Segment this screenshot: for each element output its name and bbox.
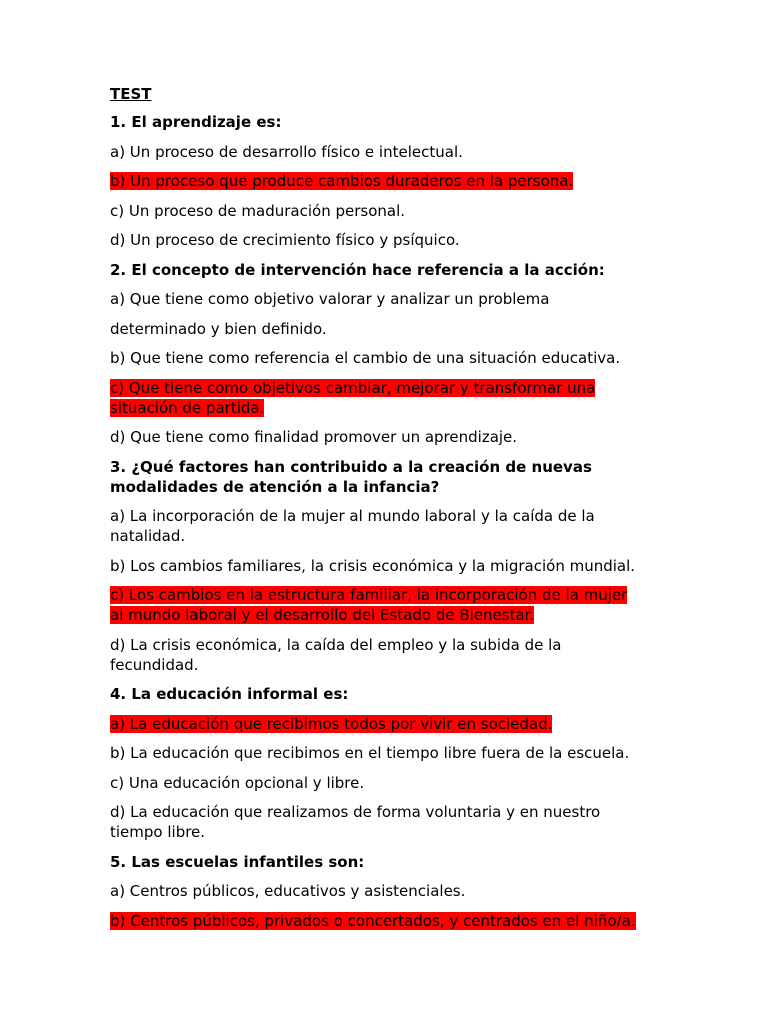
document-page — [110, 84, 670, 940]
answer-highlight: b) Centros públicos, privados o concertados, y centrados en el niño/a. — [110, 911, 636, 930]
answer-highlight: b) Un proceso que produce cambios duraderos en la persona. — [110, 172, 574, 190]
q3-option-c-answer — [110, 585, 670, 625]
q3-option-c-line-1: c) Los cambios en la estructura familiar, la incorporación de la mujer — [110, 586, 628, 604]
q3-option-c-line-2: al mundo laboral y el desarrollo del Estado de Bienestar. — [110, 606, 535, 624]
q1-option-d: d) Un proceso de crecimiento físico y psíquico. — [110, 231, 460, 249]
q3-option-a-line-2: natalidad. — [110, 527, 186, 545]
q4-option-d-line-1: d) La educación que realizamos de forma voluntaria y en nuestro — [110, 803, 601, 821]
q2-option-a-line-2: determinado y bien definido. — [110, 319, 327, 338]
q2-option-b: b) Que tiene como referencia el cambio de una situación educativa. — [110, 349, 621, 367]
q4-option-b: b) La educación que recibimos en el tiempo libre fuera de la escuela. — [110, 744, 630, 762]
q1-option-b-answer — [110, 171, 670, 191]
question-3-line-1: 3. ¿Qué factores han contribuido a la creación de nuevas — [110, 457, 592, 476]
question-5: 5. Las escuelas infantiles son: — [110, 852, 365, 871]
q2-option-c-answer — [110, 378, 670, 418]
q3-option-d — [110, 635, 670, 675]
question-3-line-2: modalidades de atención a la infancia? — [110, 477, 440, 496]
q1-option-a: a) Un proceso de desarrollo físico e intelectual. — [110, 142, 463, 161]
q2-option-a-line-1: a) Que tiene como objetivo valorar y analizar un problema — [110, 290, 550, 308]
q1-option-c: c) Un proceso de maduración personal. — [110, 201, 406, 220]
q2-option-c-line-2: situación de partida. — [110, 398, 265, 417]
q3-option-d-line-2: fecundidad. — [110, 655, 199, 674]
q4-option-d — [110, 802, 670, 842]
answer-highlight — [110, 586, 627, 624]
question-4: 4. La educación informal es: — [110, 685, 349, 703]
q3-option-b: b) Los cambios familiares, la crisis económica y la migración mundial. — [110, 556, 636, 575]
q2-option-c-line-1: c) Que tiene como objetivos cambiar, mejorar y transformar una — [110, 378, 596, 397]
q4-option-a-answer — [110, 714, 670, 734]
q2-option-d: d) Que tiene como finalidad promover un aprendizaje. — [110, 428, 518, 446]
question-1: 1. El aprendizaje es: — [110, 113, 282, 131]
q5-option-a: a) Centros públicos, educativos y asistenciales. — [110, 882, 466, 900]
question-2: 2. El concepto de intervención hace referencia a la acción: — [110, 260, 605, 279]
q5-option-b-answer — [110, 911, 670, 931]
question-3 — [110, 457, 670, 497]
q3-option-a-line-1: a) La incorporación de la mujer al mundo laboral y la caída de la — [110, 507, 595, 525]
document-title: TEST — [110, 85, 152, 103]
answer-highlight: a) La educación que recibimos todos por vivir en sociedad. — [110, 714, 553, 733]
q4-option-d-line-2: tiempo libre. — [110, 823, 206, 841]
answer-highlight — [110, 379, 595, 417]
q3-option-d-line-1: d) La crisis económica, la caída del empleo y la subida de la — [110, 635, 562, 654]
q4-option-c: c) Una educación opcional y libre. — [110, 773, 365, 792]
q3-option-a — [110, 506, 670, 546]
